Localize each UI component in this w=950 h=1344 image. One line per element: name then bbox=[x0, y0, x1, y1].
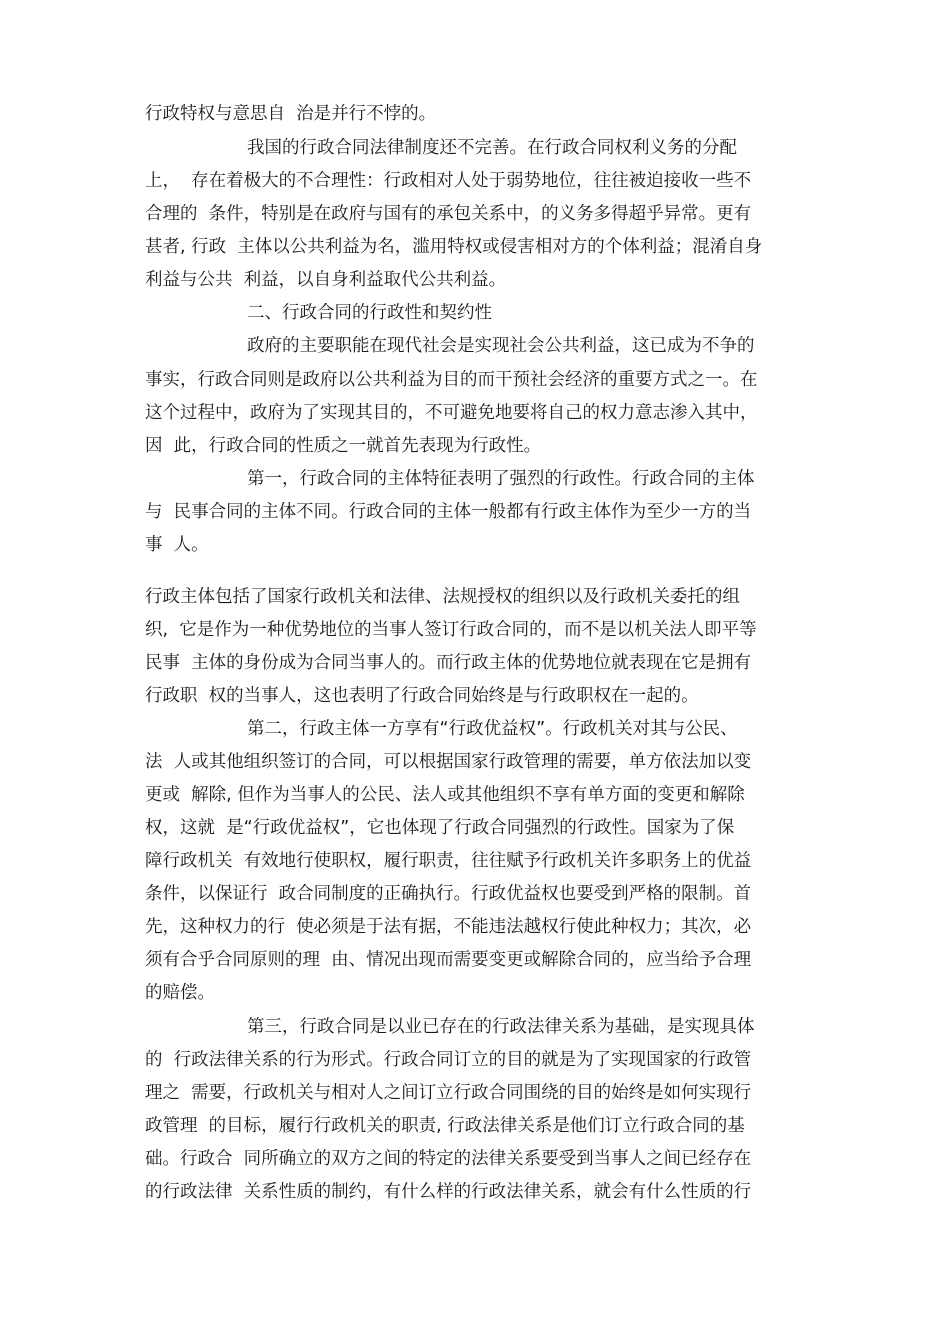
text-line: 织, 它是作为一种优势地位的当事人签订行政合同的，而不是以机关法人即平等 bbox=[145, 620, 757, 640]
section-heading: 二、行政合同的行政性和契约性 bbox=[247, 303, 492, 323]
text-line: 利益与公共 利益，以自身利益取代公共利益。 bbox=[145, 270, 507, 290]
text-line: 甚者, 行政 主体以公共利益为名，滥用特权或侵害相对方的个体利益；混淆自身 bbox=[145, 237, 763, 257]
text-line: 权，这就 是“行政优益权”，它也体现了行政合同强烈的行政性。国家为了保 bbox=[145, 818, 735, 838]
text-line: 民事 主体的身份成为合同当事人的。而行政主体的优势地位就表现在它是拥有 bbox=[145, 653, 752, 673]
text-line: 政管理 的目标，履行行政机关的职责, 行政法律关系是他们订立行政合同的基 bbox=[145, 1116, 745, 1136]
text-line: 障行政机关 有效地行使职权，履行职责，往往赋予行政机关许多职务上的优益 bbox=[145, 851, 752, 871]
text-line: 合理的 条件，特别是在政府与国有的承包关系中，的义务多得超乎异常。更有 bbox=[145, 204, 752, 224]
text-line: 条件，以保证行 政合同制度的正确执行。行政优益权也要受到严格的限制。首 bbox=[145, 884, 752, 904]
text-line: 须有合乎合同原则的理 由、情况出现而需要变更或解除合同的，应当给予合理 bbox=[145, 950, 752, 970]
paragraph-start-line: 第二，行政主体一方享有“行政优益权”。行政机关对其与公民、 bbox=[247, 719, 738, 739]
text-line: 行政特权与意思自 治是并行不悖的。 bbox=[145, 104, 437, 124]
text-line: 先，这种权力的行 使必须是于法有据，不能违法越权行使此种权力；其次，必 bbox=[145, 917, 752, 937]
text-line: 事实，行政合同则是政府以公共利益为目的而干预社会经济的重要方式之一。在 bbox=[145, 370, 758, 390]
paragraph-start-line: 政府的主要职能在现代社会是实现社会公共利益，这已成为不争的 bbox=[247, 336, 755, 356]
paragraph-start-line: 第三，行政合同是以业已存在的行政法律关系为基础，是实现具体 bbox=[247, 1017, 755, 1037]
text-line: 法 人或其他组织签订的合同，可以根据国家行政管理的需要，单方依法加以变 bbox=[145, 752, 752, 772]
text-line: 础。行政合 同所确立的双方之间的特定的法律关系要受到当事人之间已经存在 bbox=[145, 1149, 752, 1169]
paragraph-start-line: 我国的行政合同法律制度还不完善。在行政合同权利义务的分配 bbox=[247, 138, 737, 158]
text-line: 行政职 权的当事人，这也表明了行政合同始终是与行政职权在一起的。 bbox=[145, 686, 699, 706]
text-line: 的 行政法律关系的行为形式。行政合同订立的目的就是为了实现国家的行政管 bbox=[145, 1050, 752, 1070]
text-line: 与 民事合同的主体不同。行政合同的主体一般都有行政主体作为至少一方的当 bbox=[145, 502, 752, 522]
paragraph-start-line: 第一，行政合同的主体特征表明了强烈的行政性。行政合同的主体 bbox=[247, 469, 755, 489]
text-line: 更或 解除, 但作为当事人的公民、法人或其他组织不享有单方面的变更和解除 bbox=[145, 785, 745, 805]
text-line: 行政主体包括了国家行政机关和法律、法规授权的组织以及行政机关委托的组 bbox=[145, 587, 740, 607]
text-line: 上， 存在着极大的不合理性：行政相对人处于弱势地位，往往被迫接收一些不 bbox=[145, 171, 752, 191]
text-line: 理之 需要，行政机关与相对人之间订立行政合同围绕的目的始终是如何实现行 bbox=[145, 1083, 752, 1103]
text-line: 的行政法律 关系性质的制约，有什么样的行政法律关系，就会有什么性质的行 bbox=[145, 1182, 752, 1202]
text-line: 因 此，行政合同的性质之一就首先表现为行政性。 bbox=[145, 436, 542, 456]
text-line: 这个过程中，政府为了实现其目的，不可避免地要将自己的权力意志渗入其中， bbox=[145, 403, 758, 423]
text-line: 事 人。 bbox=[145, 535, 209, 555]
text-line: 的赔偿。 bbox=[145, 983, 215, 1003]
